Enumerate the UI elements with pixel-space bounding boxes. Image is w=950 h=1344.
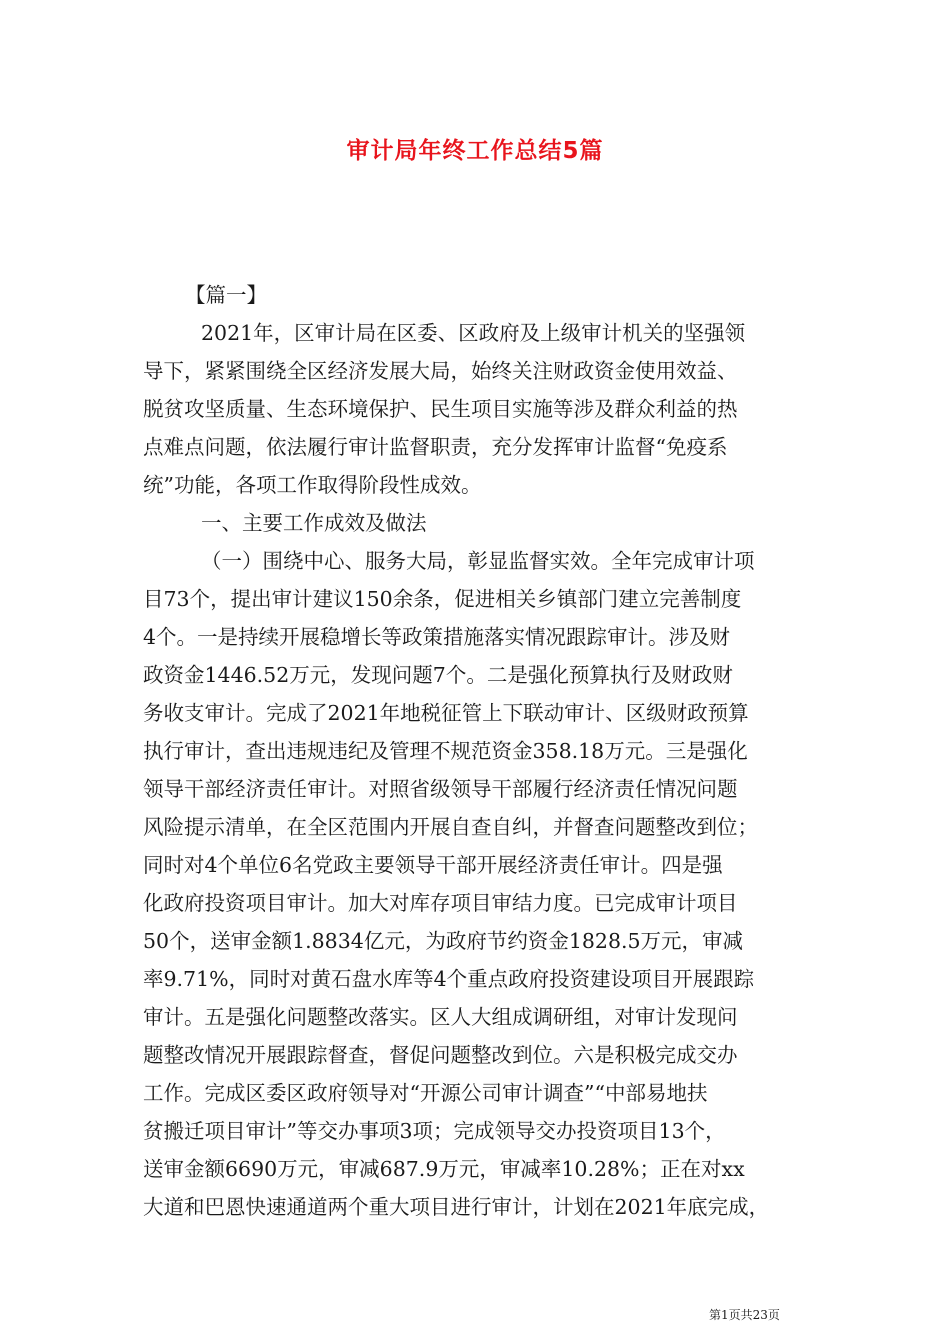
paragraph-line: 脱贫攻坚质量、生态环境保护、民生项目实施等涉及群众利益的热 bbox=[143, 397, 738, 421]
paragraph-line: （一）围绕中心、服务大局，彰显监督实效。全年完成审计项 bbox=[201, 549, 755, 573]
paragraph-line: 工作。完成区委区政府领导对“开源公司审计调查”“中部易地扶 bbox=[143, 1081, 708, 1105]
paragraph-line: 统”功能，各项工作取得阶段性成效。 bbox=[143, 473, 482, 497]
section-heading: 【篇一】 bbox=[185, 283, 267, 307]
paragraph-line: 务收支审计。完成了2021年地税征管上下联动审计、区级财政预算 bbox=[143, 701, 749, 725]
paragraph-line: 风险提示清单，在全区范围内开展自查自纠，并督查问题整改到位； bbox=[143, 815, 758, 839]
paragraph-line: 题整改情况开展跟踪督查，督促问题整改到位。六是积极完成交办 bbox=[143, 1043, 738, 1067]
paragraph-line: 导下，紧紧围绕全区经济发展大局，始终关注财政资金使用效益、 bbox=[143, 359, 738, 383]
paragraph-line: 贫搬迁项目审计”等交办事项3项；完成领导交办投资项目13个， bbox=[143, 1119, 726, 1143]
document-body bbox=[143, 276, 813, 1226]
paragraph-line: 执行审计，查出违规违纪及管理不规范资金358.18万元。三是强化 bbox=[143, 739, 748, 763]
paragraph-line: 率9.71%，同时对黄石盘水库等4个重点政府投资建设项目开展跟踪 bbox=[143, 967, 755, 991]
paragraph-line: 送审金额6690万元，审减687.9万元，审减率10.28%；正在对xx bbox=[143, 1157, 745, 1181]
paragraph-line: 4个。一是持续开展稳增长等政策措施落实情况跟踪审计。涉及财 bbox=[143, 625, 731, 649]
paragraph-line: 同时对4个单位6名党政主要领导干部开展经济责任审计。四是强 bbox=[143, 853, 723, 877]
paragraph-line: 审计。五是强化问题整改落实。区人大组成调研组，对审计发现问 bbox=[143, 1005, 738, 1029]
document-title: 审计局年终工作总结5篇 bbox=[346, 138, 604, 164]
paragraph-line: 50个，送审金额1.8834亿元，为政府节约资金1828.5万元，审减 bbox=[143, 929, 744, 953]
page-number-footer: 第1页共23页 bbox=[709, 1308, 780, 1322]
paragraph-line: 大道和巴恩快速通道两个重大项目进行审计，计划在2021年底完成， bbox=[143, 1195, 770, 1219]
paragraph-line: 政资金1446.52万元，发现问题7个。二是强化预算执行及财政财 bbox=[143, 663, 733, 687]
paragraph-line: 领导干部经济责任审计。对照省级领导干部履行经济责任情况问题 bbox=[143, 777, 738, 801]
subsection-heading: 一、主要工作成效及做法 bbox=[201, 511, 427, 535]
paragraph-line: 目73个，提出审计建议150余条，促进相关乡镇部门建立完善制度 bbox=[143, 587, 742, 611]
paragraph-line: 化政府投资项目审计。加大对库存项目审结力度。已完成审计项目 bbox=[143, 891, 738, 915]
paragraph-line: 2021年，区审计局在区委、区政府及上级审计机关的坚强领 bbox=[201, 321, 746, 345]
paragraph-line: 点难点问题，依法履行审计监督职责，充分发挥审计监督“免疫系 bbox=[143, 435, 728, 459]
